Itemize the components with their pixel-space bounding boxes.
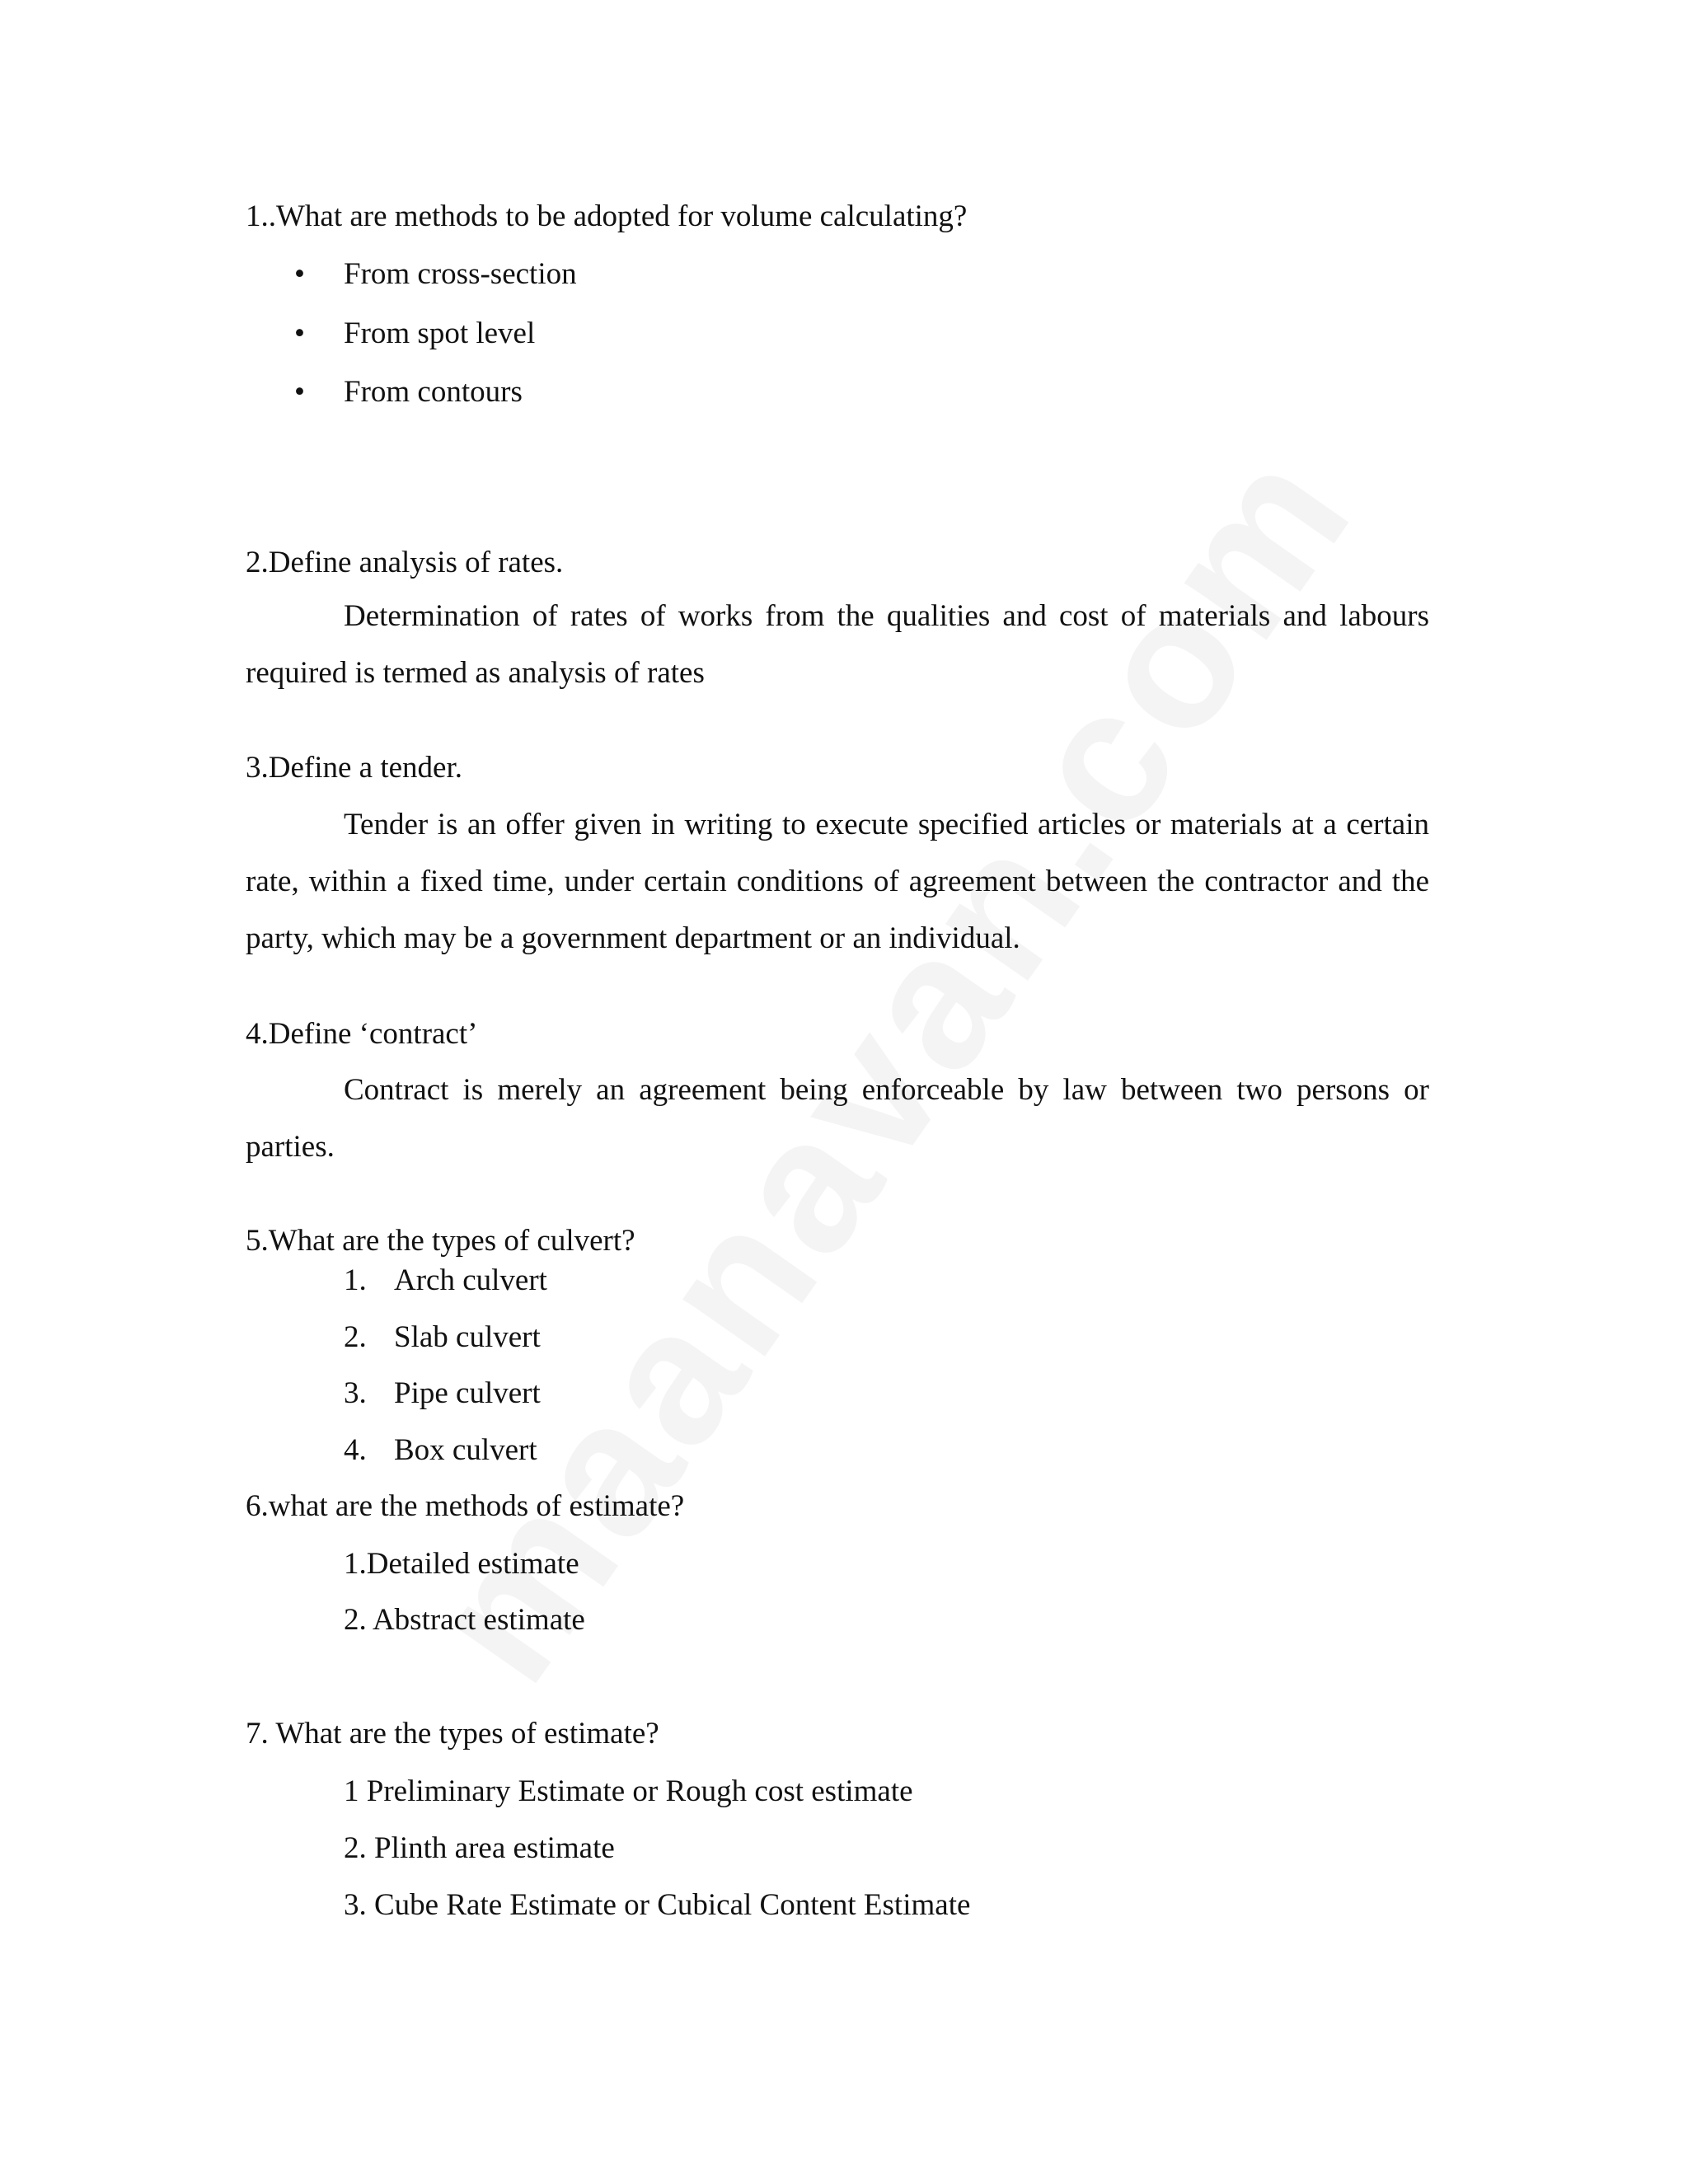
list-item: 2. Abstract estimate [344, 1603, 585, 1637]
bullet-icon: • [294, 257, 305, 291]
list-item: Pipe culvert [394, 1376, 541, 1410]
list-item: 2. Plinth area estimate [344, 1831, 615, 1865]
list-item-number: 2. [344, 1320, 367, 1354]
bullet-item: From spot level [344, 316, 536, 350]
question-2: 2.Define analysis of rates. [246, 546, 564, 579]
list-item: Box culvert [394, 1433, 537, 1467]
list-item: 1 Preliminary Estimate or Rough cost estimate [344, 1774, 913, 1808]
list-item: Slab culvert [394, 1320, 541, 1354]
answer-2: Determination of rates of works from the qualities and cost of materials and labours required is termed as analysis of rates [246, 599, 1429, 690]
list-item-number: 1. [344, 1263, 367, 1297]
bullet-icon: • [294, 316, 305, 350]
bullet-item: From cross-section [344, 257, 577, 291]
answer-3: Tender is an offer given in writing to execute specified articles or materials at a certain rate, within a fixed time, under certain conditions of agreement between the contractor and the party, which may be a government department or an individual. [246, 808, 1429, 955]
question-1: 1..What are methods to be adopted for volume calculating? [246, 199, 968, 233]
list-item: Arch culvert [394, 1263, 547, 1297]
list-item-number: 3. [344, 1376, 367, 1410]
question-3: 3.Define a tender. [246, 751, 462, 785]
answer-4: Contract is merely an agreement being enforceable by law between two persons or parties. [246, 1073, 1429, 1164]
question-4: 4.Define ‘contract’ [246, 1017, 478, 1051]
question-5: 5.What are the types of culvert? [246, 1224, 635, 1258]
list-item-number: 4. [344, 1433, 367, 1467]
list-item: 1.Detailed estimate [344, 1547, 579, 1581]
question-7: 7. What are the types of estimate? [246, 1717, 659, 1750]
bullet-item: From contours [344, 375, 523, 409]
bullet-icon: • [294, 375, 305, 409]
list-item: 3. Cube Rate Estimate or Cubical Content Estimate [344, 1888, 971, 1922]
question-6: 6.what are the methods of estimate? [246, 1489, 685, 1523]
